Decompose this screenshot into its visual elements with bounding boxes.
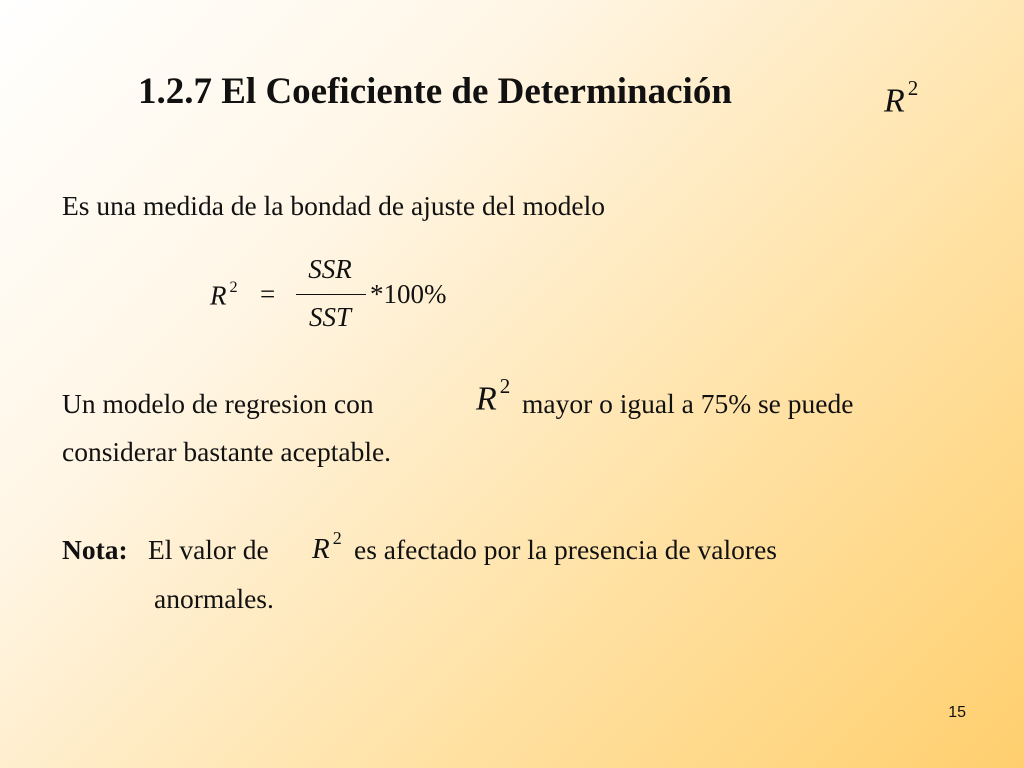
paragraph-regression-symbol [476, 374, 510, 418]
formula-lhs-exponent: 2 [229, 278, 238, 296]
note-after: es afectado por la presencia de valores [354, 534, 777, 565]
note-symbol-exponent: 2 [332, 528, 342, 548]
paragraph-regression-before: Un modelo de regresion con [62, 388, 374, 419]
note-before: El valor de [148, 534, 269, 565]
note-symbol-base: R [312, 533, 330, 566]
paragraph-regression-line1 [62, 374, 942, 428]
formula-numerator: SSR [308, 254, 352, 284]
title-symbol-base: R [884, 82, 905, 120]
slide-number: 15 [948, 704, 966, 721]
paragraph-regression-line2: considerar bastante aceptable. [62, 436, 392, 467]
intro-text: Es una medida de la bondad de ajuste del modelo [62, 190, 605, 221]
paragraph-regression-symbol-exponent: 2 [499, 374, 511, 398]
note-line1 [62, 528, 942, 574]
r-squared-formula [210, 254, 480, 338]
paragraph-regression-after: mayor o igual a 75% se puede [522, 388, 854, 419]
formula-equals: = [260, 279, 276, 309]
formula-lhs [210, 278, 238, 312]
formula-lhs-base: R [210, 280, 227, 311]
note-symbol [312, 528, 342, 566]
formula-denominator: SST [308, 302, 352, 332]
note-line2: anormales. [154, 583, 274, 614]
slide-title: 1.2.7 El Coeficiente de Determinación [138, 71, 732, 112]
note-label: Nota: [62, 534, 128, 565]
title-r-squared-symbol [884, 76, 918, 120]
formula-fraction-bar [296, 294, 366, 295]
title-symbol-exponent: 2 [907, 76, 919, 100]
paragraph-regression-symbol-base: R [476, 380, 497, 418]
formula-rhs: *100% [370, 279, 447, 309]
